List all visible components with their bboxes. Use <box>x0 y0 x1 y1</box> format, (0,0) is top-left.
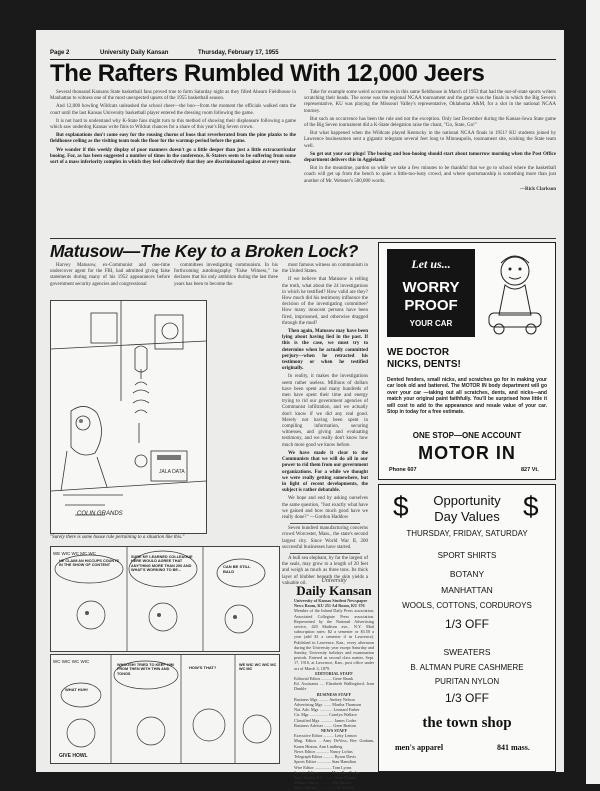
comic-strip-bottom <box>50 654 280 764</box>
comic-strip-top <box>50 546 280 652</box>
ad-phone: Phone 607 <box>389 467 417 473</box>
article2-paragraph: If we believe that Matusow is telling the truth, what about the 24 investigations in which he testified? How valid are they? How much did his testimony influence the decision of the investigating committee? How many innocent persons have been fired, imprisoned, and otherwise dragged through the mud? <box>282 277 368 326</box>
staff-line: Sports Editor ............. Stan Hamilton <box>294 759 357 765</box>
dollar-sign: $ <box>393 491 409 522</box>
ad-address: 827 Vt. <box>521 467 539 473</box>
comic-balloon: SURE MY LEARNED COLLEAGUE HERE WOULD AGREE THAT ANYTHING MORE THAN 200 AND WHAT'S WORKING TO BE... <box>131 555 193 573</box>
staff-line: News Adviser ............ C. M. Pickett <box>294 785 355 791</box>
ad-headline: WE DOCTOR <box>387 347 450 358</box>
page-edge <box>586 0 600 784</box>
article1-paragraph: But such an occurrence has been the rule and not the exception. Only last December during the Kansas-Iowa State game of the Big Seven tournament did a K-State delegation raise the chant, "Go, State, Go!" <box>304 116 556 129</box>
ad-slogan-line: Let us... <box>411 257 451 271</box>
ad-item: B. ALTMAN PURE CASHMERE <box>410 663 524 672</box>
article2-headline: Matusow—The Key to a Broken Lock? <box>50 241 359 261</box>
article1-paragraph: But in the meantime, pardon us while we take a few minutes to be thankful that we go to school where the basketball coach will get up from the bench to quiet a little-too-lusty crowd, and where sportsmanship is something more than just another of Mr. Webster's 500,000 words. <box>304 166 556 184</box>
cartoon-caption: "Surely there is some house rule pertaining to a situation like this." <box>50 535 185 540</box>
comic-balloon: CAN BE STILL BALD <box>223 564 251 574</box>
staff-line: Society Editor ........... Mary Bea Forbes <box>294 769 361 775</box>
store-name: the town shop <box>422 715 512 731</box>
cartoon-signature: COLIN GRANDS <box>77 511 123 517</box>
article1-paragraph: We wonder if this weekly display of poor manners doesn't go a little deeper than just a little extracurricular booing. For, as has been suggested a number of times in the conference, K-Staters seem to be suffering from some sort of a mass inferiority complex in which they feel collectively that they are discriminated against at every turn. <box>50 147 296 166</box>
masthead-title: Daily Kansan <box>296 583 372 598</box>
staff-line: Cir. Mgr. ................. Carolyn Wallace <box>294 712 357 718</box>
store-address: 841 mass. <box>497 743 530 752</box>
filler-paragraph: Seven hundred manufacturing concerns crowd Worcester, Mass., the state's second largest city. Since World War II, 200 successful businesses have started. <box>282 526 368 550</box>
ad-slogan-line: PROOF <box>404 297 458 314</box>
article2-paragraph: Harvey Matusow, ex-Communist and one-time undercover agent for the FBI, had admitted giving false statements during many of his 1952 appearances before government security agencies and congressional <box>50 263 170 287</box>
ad-item: SWEATERS <box>443 647 491 657</box>
article1-paragraph: But what happened when the Wildcats played Kentucky in the national NCAA finals in 1951? KU students joined by Lawrence businessmen sent a gigantic telegram several feet long to Minneapolis, tournament site, wishing the State team well. <box>304 131 556 149</box>
article2-paragraph: In reality, it makes the investigations seem rather useless. Millions of dollars have been spent and many hundreds of men have spent their time and energy trying to rid our government agencies of Communist infiltration, and we actually don't know if we did any real good. Merely not having been spent in compiling information, securing witnesses, and giving and evaluating testimony, and we really don't know how much more good we know before. <box>282 374 368 448</box>
editorial-cartoon <box>50 300 207 534</box>
article1-paragraph: Take for example some weird occurrences in this same fieldhouse in March of 1953 that had the out-of-state sports writers scratching their heads. The scene was the regional NCAA tournament and the game was the finals in which the Big Seven's representative, KU was playing the Missouri Valley's representative, Oklahoma A&M, for a slot in the national NCAA tourney. <box>304 90 556 114</box>
staff-line: Telegraph Editor .......... Byron Davis <box>294 754 357 760</box>
staff-line: Nat. Adv. Mgr. ............ Leonard Farber <box>294 707 360 713</box>
store-subtitle: men's apparel <box>395 743 444 752</box>
article2-paragraph: We have made it clear to the Communists that we will do all in our power to rid them from our government organizations. For a while we thought we were really getting somewhere, but in light of recent developments, the subject is rather debatable. <box>282 450 368 494</box>
article2-column1b <box>174 263 278 298</box>
staff-line: News Editor ............ Nancy Loftus <box>294 748 353 754</box>
article2-column1 <box>50 263 170 298</box>
filler-paragraph: A bull sea elephant, by far the largest of the seals, may grow to a length of 20 feet and weigh as much as three tons. Its thick layer of blubber beneath the skin yields a valuable oil. <box>282 555 368 586</box>
staff-line: Wire Editor ................ Tom Lyons <box>294 764 352 770</box>
article1-paragraph: But explanations don't come easy for the rousing chorus of boos that reverberated from the pine planks to the fieldhouse ceiling as the visiting team took the floor for the warmup period before the game. <box>50 133 296 145</box>
town-shop-ad <box>378 484 556 772</box>
comic-drawing <box>51 547 279 651</box>
masthead-line: Member of the Inland Daily Press association, Associated Collegiate Press association. Represented by the National Advertising service, 420 Madison ave., N.Y. Mail subscription rates: $2 a semester or $3.50 a year (add $1 a semester if in Lawrence). Published in Lawrence, Kan., every afternoon during the University year except Saturday and Sunday, University holidays and examination periods. Entered as second class matter, Sept. 17, 1910, at Lawrence, Kan., post office under act of March 3, 1879. <box>294 608 374 671</box>
paper-name: University Daily Kansan <box>100 50 169 56</box>
page-header <box>50 49 556 60</box>
staff-heading: BUSINESS STAFF <box>316 691 352 697</box>
article1-byline: —Rick Clarkson <box>520 186 556 192</box>
article1-left-column <box>50 90 296 238</box>
masthead-kicker: University <box>321 578 347 584</box>
article1-paragraph: And 12,000 howling Wildcats unleashed the school cheer—the boo—from the moment the officials walked onto the court until the last Kansas University basketball player entered the dressing room following the game. <box>50 104 296 116</box>
staff-line: Mng. Editor .. Amy DeVoss, Bev Graham, Karen Hinton, Ann Lindberg <box>294 738 374 749</box>
ad-item: MANHATTAN <box>441 585 493 595</box>
ad-headline: NICKS, DENTS! <box>387 359 461 370</box>
page-number: Page 2 <box>50 50 70 56</box>
masthead-line: News Room, KU 251 Ad Room, KU 376 <box>294 603 365 609</box>
ad-item: PURITAN NYLON <box>434 677 500 686</box>
dollar-sign: $ <box>523 491 539 522</box>
masthead <box>294 578 374 791</box>
ad-heading: Opportunity <box>433 493 501 508</box>
ad-slogan-line: YOUR CAR <box>409 319 453 328</box>
staff-heading: NEWS STAFF <box>320 728 348 734</box>
comic-balloon: WE WIC WC WIC MC WC MC <box>239 663 277 672</box>
issue-date: Thursday, February 17, 1955 <box>198 50 279 56</box>
ad-heading: Day Values <box>434 509 500 524</box>
article1-paragraph: Several thousand Kansans State basketball fans proved true to form Saturday night as they filled Ahearn Fieldhouse in Manhattan to witness one of the most unexpected upsets of the 1955 basketball season. <box>50 90 296 102</box>
comic-balloon: HOW'S THAT? <box>189 665 217 670</box>
staff-line: Editorial Editor .......... Gene Shank <box>294 676 354 682</box>
comic-text: WC WIC WC WIC <box>53 659 90 664</box>
cartoon-drawing <box>51 301 206 533</box>
article1-paragraph: It is not hard to understand why K-State fans might turn to this method of showing their displeasure following a game which saw underdog Kansas write finis to Wildcat chances for a share of this year's Big Seven crown. <box>50 118 296 131</box>
staff-heading: EDITORIAL STAFF <box>315 670 353 676</box>
article2-paragraph: committees investigating communism. In his forthcoming autobiography "False Witness," he declares that his only ambition during the last three years has been to become the <box>174 263 278 287</box>
comic-text: GIVE HOWL <box>59 753 88 759</box>
ad-slogan-box <box>387 249 475 337</box>
article1-headline: The Rafters Rumbled With 12,000 Jeers <box>50 60 485 87</box>
cartoon-sign-text: JALA DATA <box>159 469 185 475</box>
staff-line: Asst. Society Ed. ......... Irene Conder <box>294 774 357 780</box>
newspaper-page <box>36 30 564 791</box>
article1-right-column <box>304 90 556 236</box>
ad-slogan-line: WORRY <box>402 279 460 296</box>
ad-item: WOOLS, COTTONS, CORDUROYS <box>402 601 532 610</box>
mechanic-illustration <box>479 247 551 339</box>
ad-discount: 1/3 OFF <box>444 691 489 705</box>
ad-tagline: ONE STOP—ONE ACCOUNT <box>412 431 522 440</box>
article2-paragraph: most famous witness on communism in the United States. <box>282 263 368 275</box>
comic-balloon: WHAT HUH! <box>65 687 88 692</box>
motor-in-ad <box>378 242 556 480</box>
article1-paragraph: So get out your ear plugs! The booing and boo-hooing should start about tomorrow morning when the Post Office department delivers this in Aggieland! <box>304 151 556 164</box>
ad-discount: 1/3 OFF <box>444 617 489 631</box>
comic-drawing <box>51 655 279 763</box>
ad-body: Dented fenders, small nicks, and scratches go for in making your car look old and battered. The MOTOR IN body department will go over your car —taking out all scratches, dents, and nicks—and match your original paint faithfully. You'll be surprised how little it will cost to add to the appearance and resale value of your car. Stop in today for a free estimate. <box>387 377 547 416</box>
ad-days: THURSDAY, FRIDAY, SATURDAY <box>406 529 528 538</box>
article2-paragraph: Then again, Matusow may have been lying about having lied in the past. If this is the case, we must try to determine when he actually committed perjury—when he retracted his testimony or when he testified originally. <box>282 329 368 372</box>
comic-balloon: HE CLAIM AN HICCUPS COUNTS IN THE SHOW OF CONTENT <box>59 559 119 568</box>
article2-paragraph: We hope and end by asking ourselves the same question, "Just exactly what have we gained and how much good have we really done?" —Gordon Haddow <box>282 496 368 520</box>
staff-line: Executive Editor .......... Letty Lemon <box>294 733 357 739</box>
staff-line: Advertising Mgr. ....... Martha Thomson <box>294 702 362 708</box>
staff-line: Business Mgr. ......... Andrey Nelson <box>294 696 355 702</box>
ad-item: BOTANY <box>449 569 485 579</box>
section-divider <box>50 238 556 239</box>
staff-line: Ed. Assistants .... Elizabeth Wallingford, Jean Dunkle <box>294 681 374 692</box>
comic-text: WE WIC WC MC WC <box>53 551 96 556</box>
comic-balloon: WHOOSH! TRIED TO KEEP HIM FROM THEN WITH THIN AND TONGS <box>117 663 174 676</box>
ad-business-name: MOTOR IN <box>418 443 516 463</box>
masthead-line: University of Kansas Student Newspaper <box>294 598 368 603</box>
ad-item: SPORT SHIRTS <box>437 551 497 560</box>
staff-line: Feature Editor ............ Del Tucker <box>294 780 352 786</box>
staff-line: Classified Mgr. ............ James Coder <box>294 717 356 723</box>
staff-line: Business Adviser ........ Gene Bratton <box>294 722 356 728</box>
